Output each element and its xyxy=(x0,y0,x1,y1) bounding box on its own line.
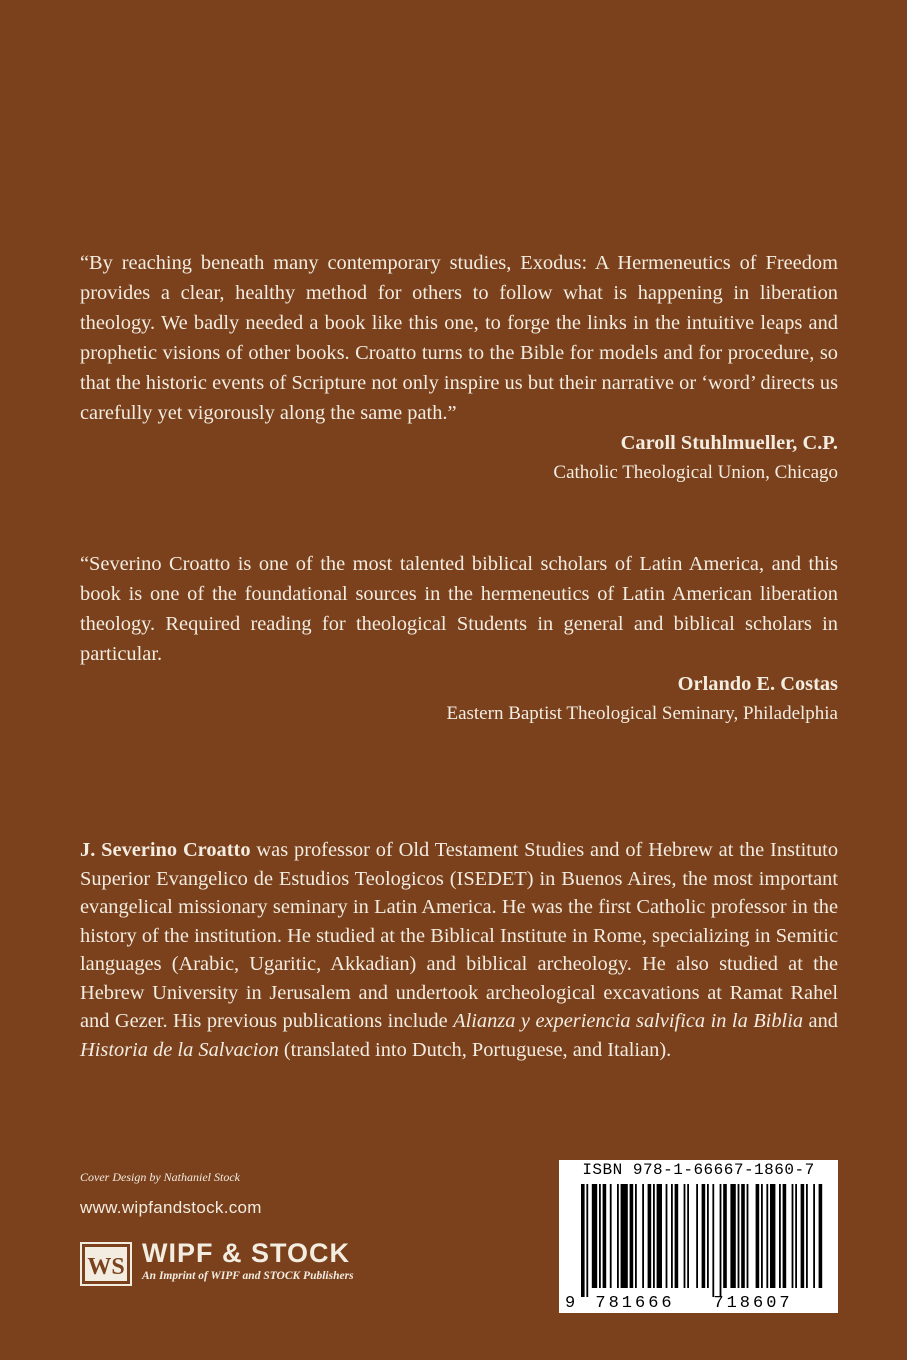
cover-design-credit: Cover Design by Nathaniel Stock xyxy=(80,1170,240,1184)
author-name: J. Severino Croatto xyxy=(80,839,251,861)
publication-title: Historia de la Salvacion xyxy=(80,1038,279,1061)
barcode-right-digits: 718607 xyxy=(713,1294,793,1313)
barcode-bar xyxy=(599,1184,601,1288)
barcode-graphic xyxy=(559,1160,838,1313)
quote-affiliation: Eastern Baptist Theological Seminary, Philadelphia xyxy=(446,703,838,724)
barcode-bar xyxy=(617,1184,619,1288)
bio-text-part: and xyxy=(803,1010,838,1032)
author-bio-text xyxy=(80,836,838,1064)
barcode-bar xyxy=(707,1184,709,1288)
barcode-bar xyxy=(756,1184,760,1288)
barcode-bar xyxy=(720,1184,722,1297)
barcode-bar xyxy=(630,1184,634,1288)
barcode-bar xyxy=(795,1184,797,1288)
barcode-bar xyxy=(657,1184,662,1288)
quote-author: Caroll Stuhlmueller, C.P. xyxy=(620,432,838,454)
barcode-bars xyxy=(581,1184,822,1297)
quote-text: “Severino Croatto is one of the most talented biblical scholars of Latin America, and this book is one of the foundational sources in the hermeneutics of Latin American liberation theology. Required reading for theological Students in general and biblical scholars in particular. xyxy=(80,553,838,665)
barcode-bar xyxy=(696,1184,698,1288)
barcode-bar xyxy=(671,1184,673,1288)
barcode-bar xyxy=(666,1184,668,1288)
barcode-bar xyxy=(813,1184,815,1288)
barcode-bar xyxy=(635,1184,637,1288)
barcode-bar xyxy=(730,1184,735,1288)
barcode-bar xyxy=(586,1184,588,1297)
barcode-bar xyxy=(687,1184,689,1288)
barcode-bar xyxy=(783,1184,787,1288)
barcode-first-digit: 9 xyxy=(565,1294,576,1313)
isbn-label: ISBN 978-1-66667-1860-7 xyxy=(582,1161,815,1179)
barcode-bar xyxy=(684,1184,686,1288)
publisher-imprint: An Imprint of WIPF and STOCK Publishers xyxy=(142,1270,354,1282)
barcode-bar xyxy=(770,1184,775,1288)
ws-logo-icon xyxy=(80,1242,132,1286)
barcode-bar xyxy=(723,1184,727,1288)
barcode-bar xyxy=(603,1184,607,1288)
quote-text: “By reaching beneath many contemporary studies, Exodus: A Hermeneutics of Freedom provides a clear, healthy method for others to follow what is happening in liberation theology. We badly needed a book like this one, to forge the links in the intuitive leaps and prophetic visions of other books. Croatto turns to the Bible for models and for procedure, so that the historic events of Scripture not only inspire us but their narrative or ‘word’ directs us carefully yet vigorously along the same path.” xyxy=(80,252,838,424)
author-bio xyxy=(80,836,838,1064)
endorsement-quote-2 xyxy=(80,549,838,729)
barcode-bar xyxy=(761,1184,763,1288)
logo-mark-text: WS xyxy=(87,1254,125,1280)
barcode-bar xyxy=(648,1184,652,1288)
quote-author: Orlando E. Costas xyxy=(677,673,838,695)
barcode-bar xyxy=(819,1184,823,1288)
endorsement-quote-1 xyxy=(80,248,838,488)
barcode-bar xyxy=(779,1184,781,1288)
barcode-bar xyxy=(801,1184,805,1288)
barcode-bar xyxy=(806,1184,808,1288)
isbn-barcode xyxy=(559,1160,838,1313)
barcode-bar xyxy=(738,1184,740,1288)
barcode-left-digits: 781666 xyxy=(595,1294,675,1313)
barcode-bar xyxy=(610,1184,612,1288)
quote-affiliation: Catholic Theological Union, Chicago xyxy=(553,462,838,483)
barcode-bar xyxy=(741,1184,745,1288)
barcode-bar xyxy=(792,1184,794,1288)
barcode-bar xyxy=(747,1184,749,1288)
barcode-bar xyxy=(653,1184,655,1288)
bio-text-part: was professor of Old Testament Studies and of Hebrew at the Instituto Superior Evangelico de Estudios Teologicos (ISEDET) in Buenos Aires, the most important evangelical missionary seminary in Latin America. He was the first Catholic professor in the history of the institution. He studied at the Biblical Institute in Rome, specializing in Semitic languages (Arabic, Ugaritic, Akkadian) and biblical archeology. He also studied at the Hebrew University in Jerusalem and undertook archeological excavations at Ramat Rahel and Gezer. His previous publications include xyxy=(80,839,839,1032)
barcode-bar xyxy=(702,1184,706,1288)
barcode-bar xyxy=(592,1184,597,1288)
publisher-logo xyxy=(80,1236,400,1286)
publisher-website[interactable]: www.wipfandstock.com xyxy=(80,1198,262,1217)
barcode-bar xyxy=(621,1184,628,1288)
barcode-bar xyxy=(766,1184,768,1288)
barcode-bar xyxy=(581,1184,585,1297)
barcode-bar xyxy=(675,1184,679,1288)
barcode-bar xyxy=(642,1184,644,1288)
publication-title: Alianza y experiencia salvifica in la Biblia xyxy=(453,1010,804,1032)
barcode-bar xyxy=(712,1184,714,1297)
publisher-name: WIPF & STOCK xyxy=(142,1238,351,1268)
bio-text-part: (translated into Dutch, Portuguese, and Italian). xyxy=(278,1038,672,1061)
